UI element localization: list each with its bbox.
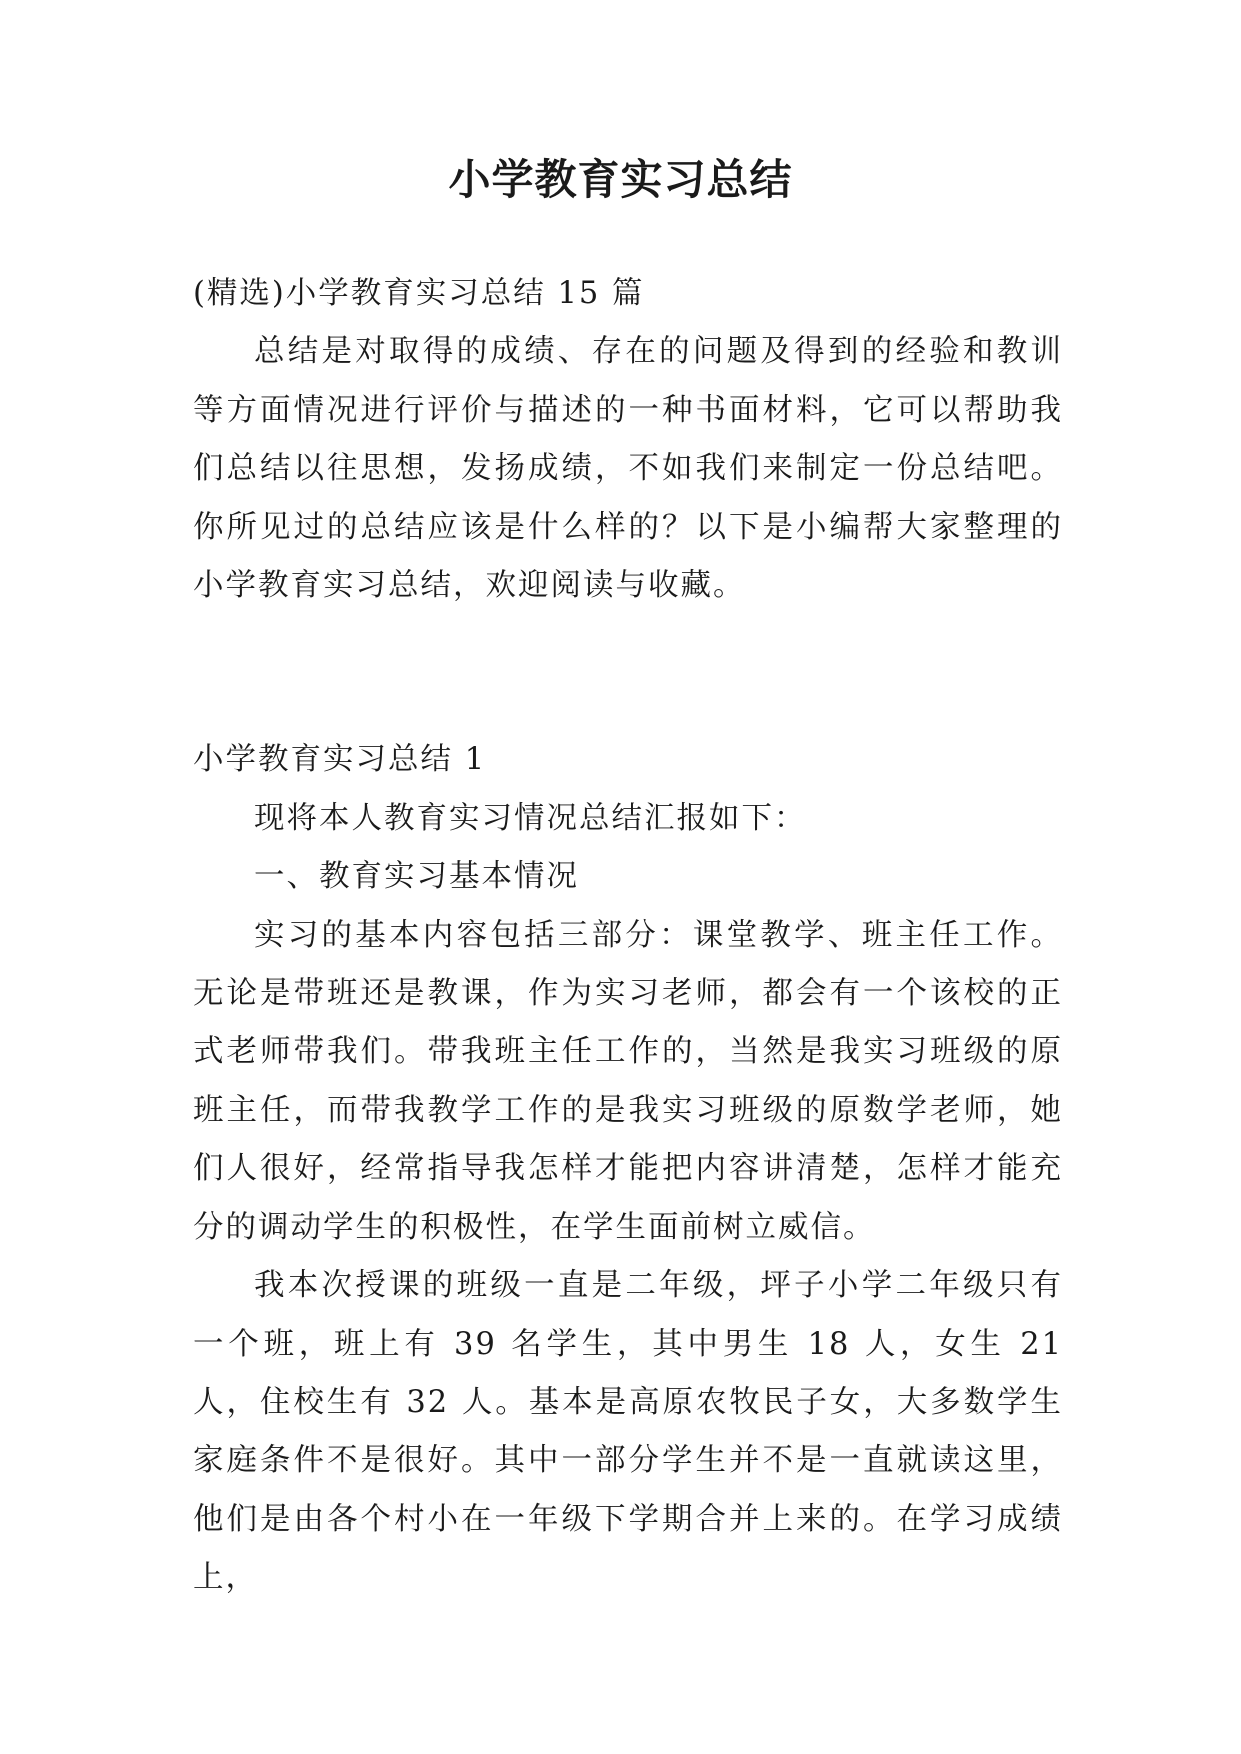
- section-paragraph: 现将本人教育实习情况总结汇报如下：: [254, 800, 807, 836]
- section-paragraph: 我本次授课的班级一直是二年级，坪子小学二年级只有一个班，班上有 39 名学生，其中男生 18 人，女生 21 人，住校生有 32 人。基本是高原农牧民子女，大多数学生家庭条件不是很好。其中一部分学生并不是一直就读这里，他们是由各个村小在一年级下学期合并上来的。在学习成绩上，: [193, 1268, 1063, 1596]
- section-subheading: 一、教育实习基本情况: [254, 859, 579, 895]
- intro-paragraph: 总结是对取得的成绩、存在的问题及得到的经验和教训等方面情况进行评价与描述的一种书面材料，它可以帮助我们总结以往思想，发扬成绩，不如我们来制定一份总结吧。你所见过的总结应该是什么样的？以下是小编帮大家整理的小学教育实习总结，欢迎阅读与收藏。: [193, 334, 1063, 604]
- document-body: [193, 265, 1063, 1608]
- document-subtitle: (精选)小学教育实习总结 15 篇: [193, 276, 645, 311]
- document-title: 小学教育实习总结: [448, 155, 793, 204]
- section-heading: 小学教育实习总结 1: [193, 742, 487, 778]
- section-spacer: [193, 615, 1063, 731]
- section-paragraph: 实习的基本内容包括三部分：课堂教学、班主任工作。无论是带班还是教课，作为实习老师，都会有一个该校的正式老师带我们。带我班主任工作的，当然是我实习班级的原班主任，而带我教学工作的是我实习班级的原数学老师，她们人很好，经常指导我怎样才能把内容讲清楚，怎样才能充分的调动学生的积极性，在学生面前树立威信。: [193, 917, 1063, 1245]
